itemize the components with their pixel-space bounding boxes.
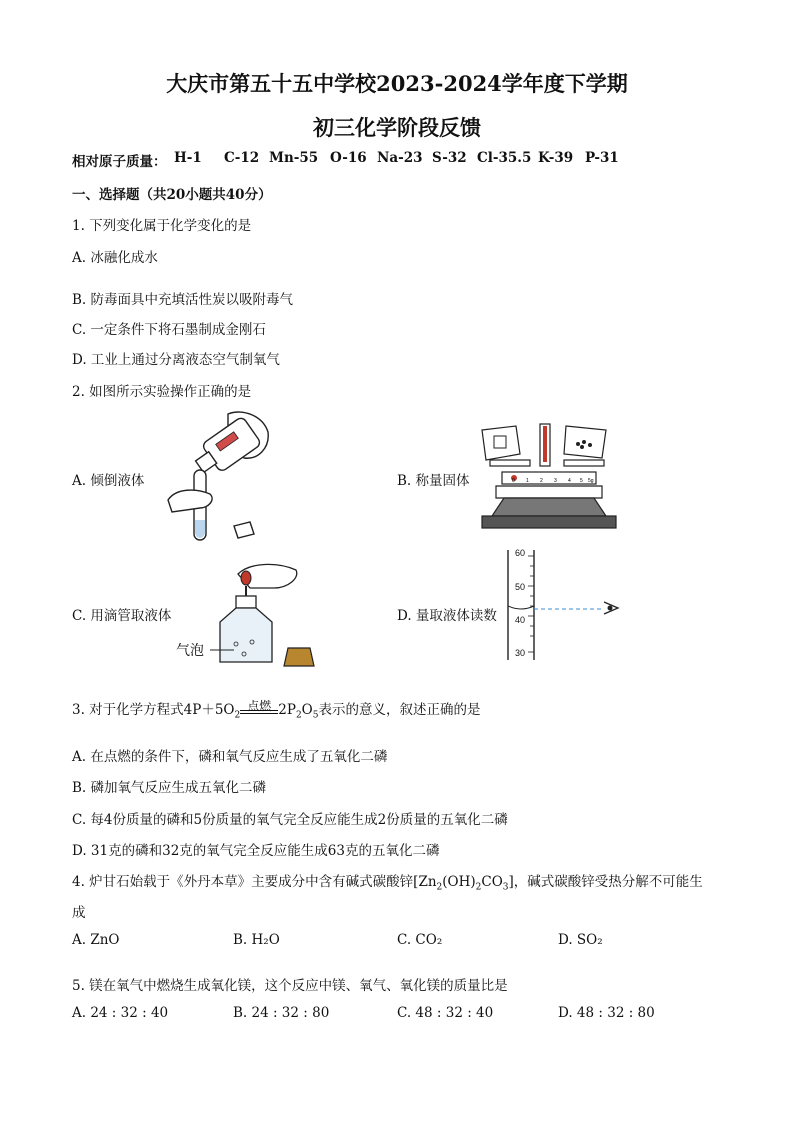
cylinder-tick-30: 30	[515, 648, 526, 658]
q2-option-d: D. 量取液体读数	[397, 608, 497, 624]
atomic-mass-na: Na-23	[377, 150, 423, 166]
q1-option-c: C. 一定条件下将石墨制成金刚石	[72, 322, 266, 338]
q4-option-d: D. SO₂	[558, 932, 603, 948]
atomic-mass-mn: Mn-55	[269, 150, 319, 166]
scale-tick-5g: 5g	[588, 478, 594, 484]
atomic-mass-o: O-16	[330, 150, 367, 166]
atomic-mass-cl: Cl-35.5	[477, 150, 532, 166]
q4-option-b: B. H₂O	[233, 932, 280, 948]
atomic-masses-label: 相对原子质量：	[72, 154, 167, 170]
q2-option-c: C. 用滴管取液体	[72, 608, 172, 624]
atomic-mass-p: P-31	[585, 150, 619, 166]
q5-option-c: C. 48 : 32 : 40	[397, 1005, 494, 1021]
scale-tick-0: 0	[512, 478, 515, 484]
q5-stem: 5. 镁在氧气中燃烧生成氧化镁，这个反应中镁、氧气、氧化镁的质量比是	[72, 978, 508, 994]
q4-option-a: A. ZnO	[72, 932, 120, 948]
q1-stem: 1. 下列变化属于化学变化的是	[72, 218, 252, 234]
bubble-label: 气泡	[176, 643, 204, 659]
atomic-mass-h: H-1	[174, 150, 202, 166]
q4-option-c: C. CO₂	[397, 932, 443, 948]
scale-tick-2: 2	[540, 478, 543, 484]
atomic-mass-c: C-12	[224, 150, 260, 166]
q3-option-d: D. 31克的磷和32克的氧气完全反应能生成63克的五氧化二磷	[72, 843, 440, 859]
page-title: 大庆市第五十五中学校2023-2024学年度下学期	[166, 71, 628, 96]
scale-tick-3: 3	[554, 478, 557, 484]
q4-stem-part-b: ，碱式碳酸锌受热分解不可能生	[513, 874, 703, 890]
graduated-cylinder-figure	[500, 546, 630, 664]
q3-stem	[72, 698, 480, 721]
q2-option-b: B. 称量固体	[397, 473, 470, 489]
q3-stem-suffix: 表示的意义，叙述正确的是	[318, 702, 481, 718]
q3-stem-prefix: 3. 对于化学方程式	[72, 702, 184, 718]
q5-option-d: D. 48 : 32 : 80	[558, 1005, 655, 1021]
scale-tick-1: 1	[526, 478, 529, 484]
q1-option-a: A. 冰融化成水	[72, 250, 158, 266]
q5-option-a: A. 24 : 32 : 40	[72, 1005, 169, 1021]
cylinder-tick-50: 50	[515, 582, 526, 592]
q3-equation-lhs: $4P+5O_2$	[183, 702, 241, 721]
cylinder-tick-40: 40	[515, 615, 526, 625]
pouring-liquid-figure	[158, 408, 278, 548]
q3-condition: 点燃	[247, 699, 272, 713]
q2-stem: 2. 如图所示实验操作正确的是	[72, 384, 252, 400]
q4-stem-line2: 成	[72, 905, 86, 921]
q4-stem-line1: 4. 炉甘石始载于《外丹本草》主要成分中含有碱式碳酸锌$[Zn_2(OH)_2CO_3]$，碱式碳酸锌受热分解不可能生	[72, 874, 703, 893]
q5-option-b: B. 24 : 32 : 80	[233, 1005, 330, 1021]
q1-option-d: D. 工业上通过分离液态空气制氧气	[72, 352, 280, 368]
scale-tick-5: 5	[580, 478, 583, 484]
balance-figure	[474, 420, 624, 532]
section-heading: 一、选择题（共20小题共40分）	[72, 187, 272, 203]
q2-option-a: A. 倾倒液体	[72, 473, 145, 489]
atomic-mass-s: S-32	[432, 150, 467, 166]
q3-equation-rhs: $2P_2O_5$	[278, 702, 319, 721]
q3-option-b: B. 磷加氧气反应生成五氧化二磷	[72, 780, 267, 796]
cylinder-tick-60: 60	[515, 548, 526, 558]
scale-tick-4: 4	[568, 478, 571, 484]
q3-option-a: A. 在点燃的条件下，磷和氧气反应生成了五氧化二磷	[72, 749, 388, 765]
atomic-mass-k: K-39	[538, 150, 574, 166]
q3-option-c: C. 每4份质量的磷和5份质量的氧气完全反应能生成2份质量的五氧化二磷	[72, 812, 508, 828]
page-subtitle: 初三化学阶段反馈	[313, 115, 481, 140]
q4-stem-part-a: 4. 炉甘石始载于《外丹本草》主要成分中含有碱式碳酸锌[Zn	[72, 874, 437, 890]
q1-option-b: B. 防毒面具中充填活性炭以吸附毒气	[72, 292, 294, 308]
